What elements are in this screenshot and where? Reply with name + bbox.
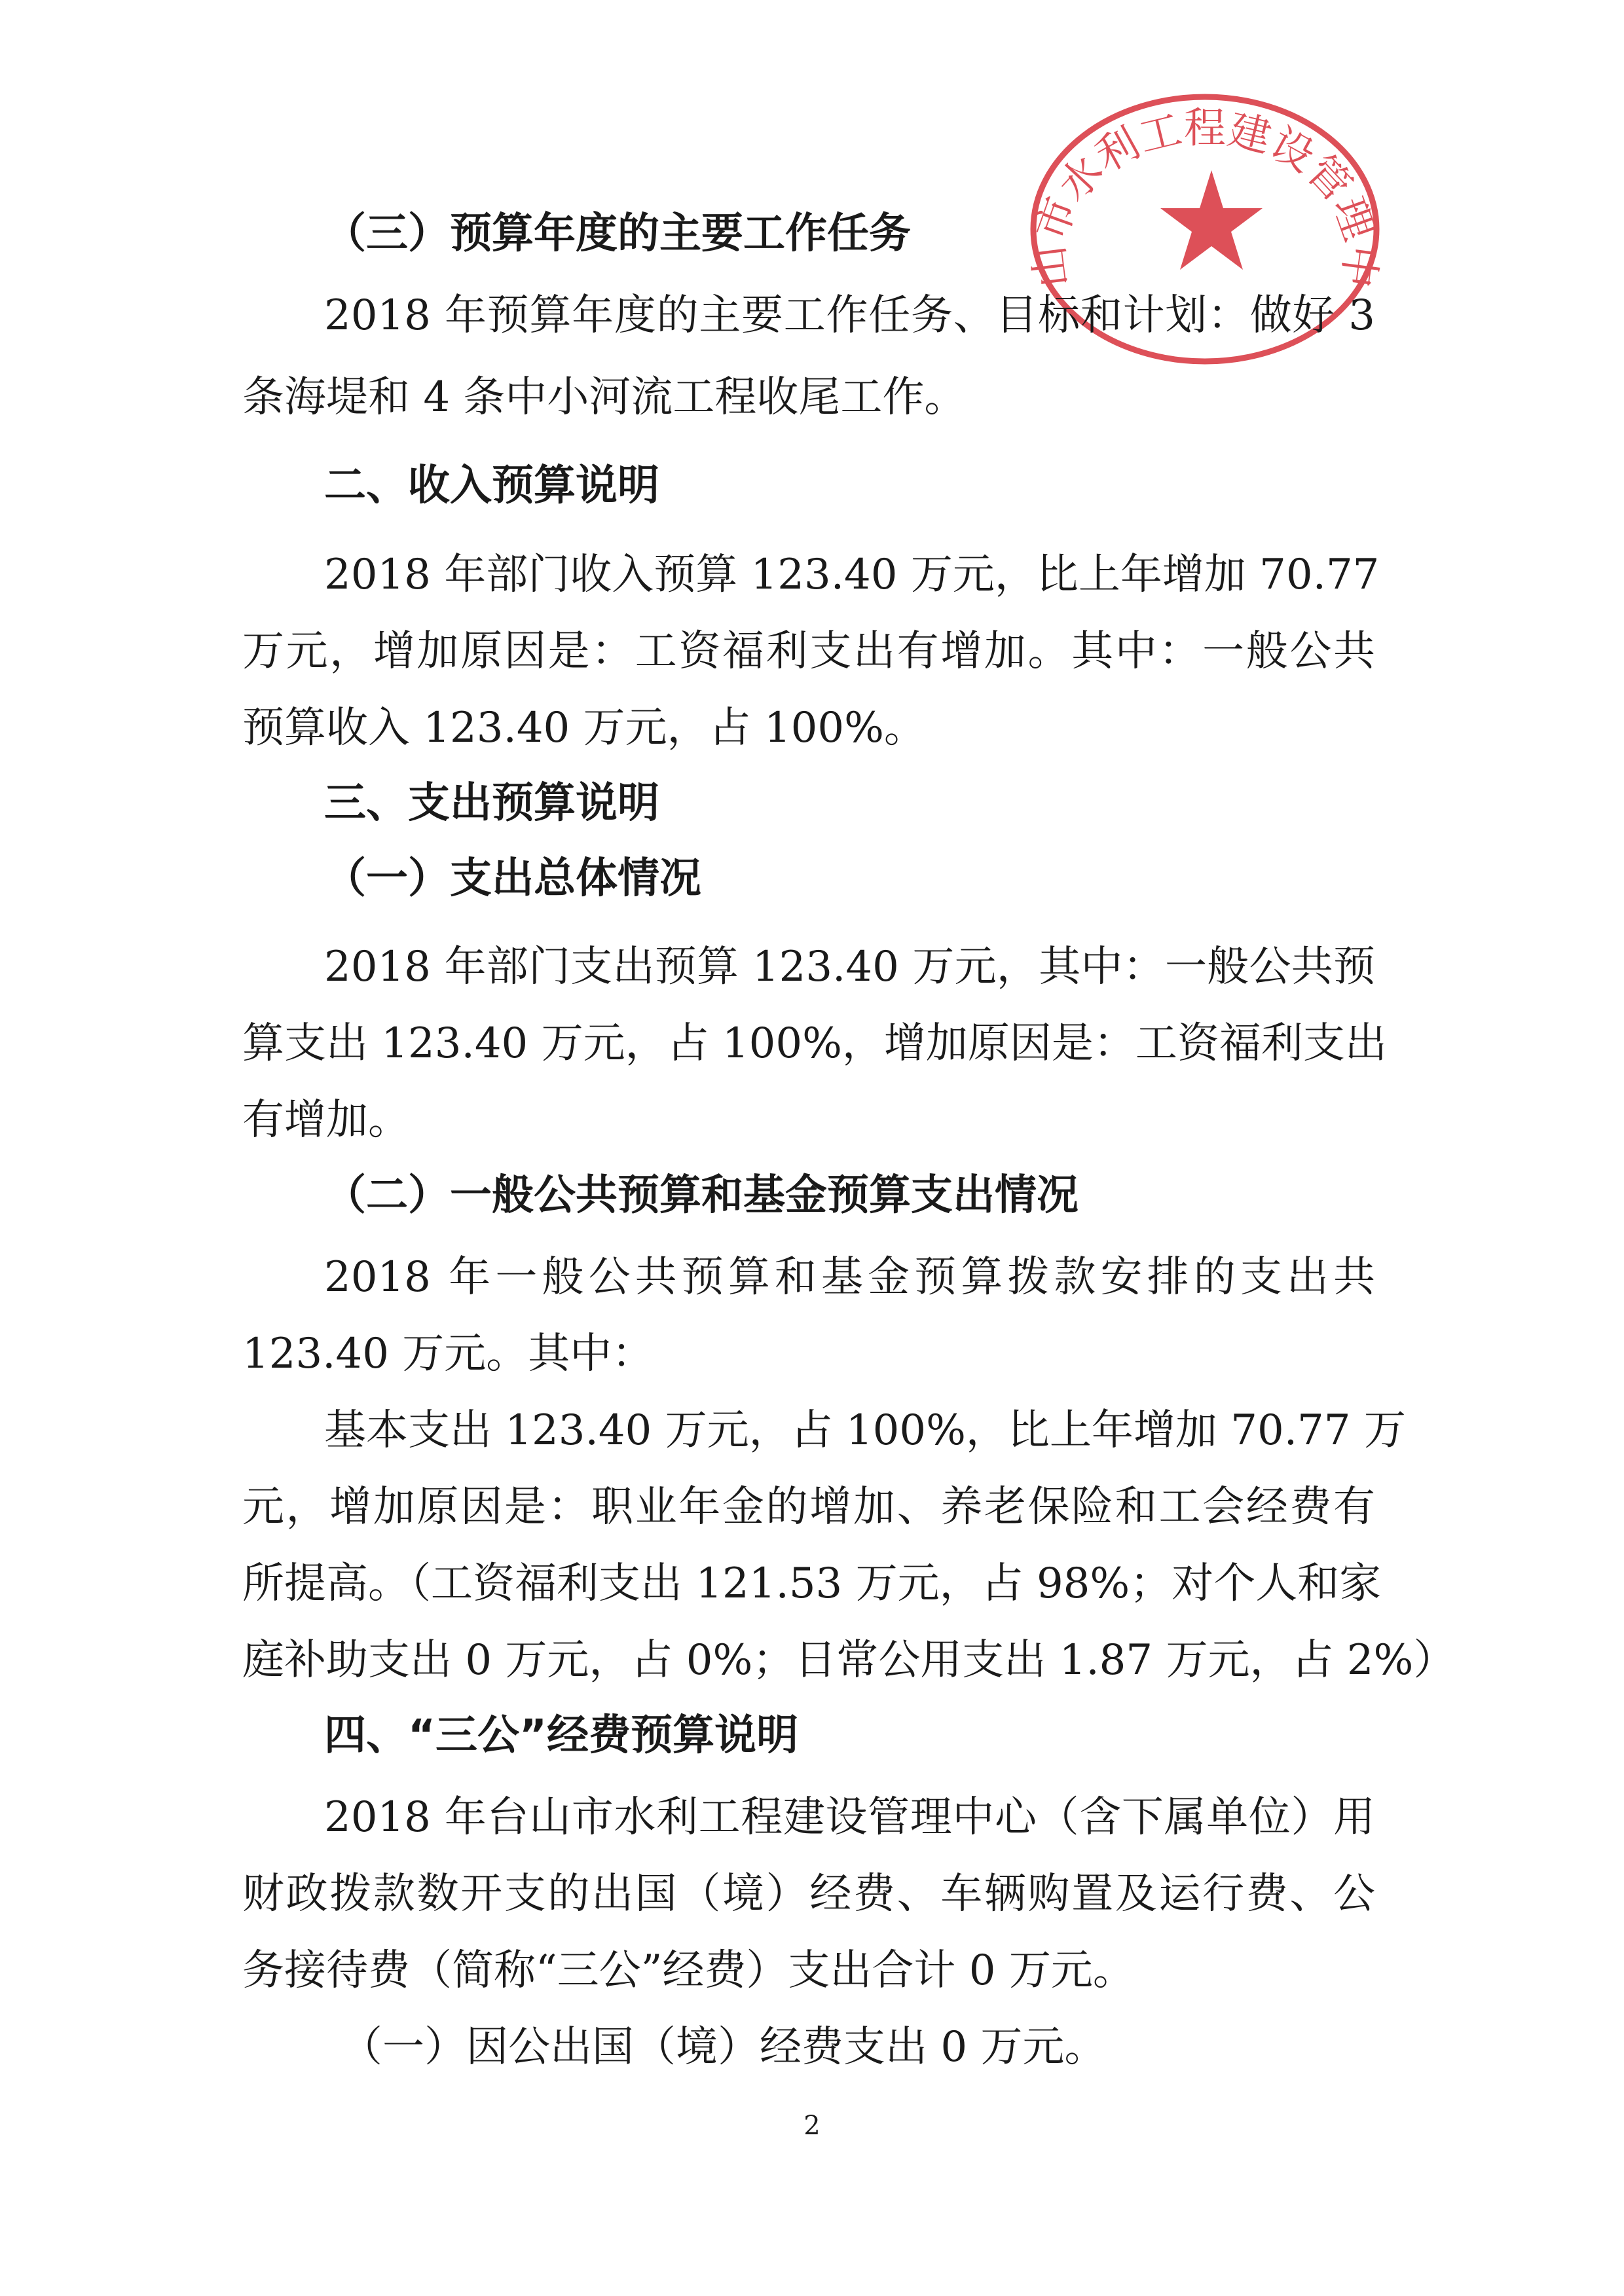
section-heading-3: 三、支出预算说明 <box>324 779 659 828</box>
paragraph-line: 2018 年预算年度的主要工作任务、目标和计划：做好 3 <box>324 291 1375 340</box>
paragraph-line: 万元，增加原因是：工资福利支出有增加。其中：一般公共 <box>242 627 1375 676</box>
subsection-heading-2: （二）一般公共预算和基金预算支出情况 <box>324 1171 1079 1220</box>
paragraph-line: 2018 年部门支出预算 123.40 万元，其中：一般公共预 <box>324 943 1375 991</box>
section-heading-3-3: （三）预算年度的主要工作任务 <box>324 210 911 258</box>
subsection-heading-1: （一）支出总体情况 <box>324 854 701 903</box>
section-heading-2: 二、收入预算说明 <box>324 462 659 510</box>
paragraph-line: 2018 年部门收入预算 123.40 万元，比上年增加 70.77 <box>324 551 1380 599</box>
page-number: 2 <box>803 2111 821 2141</box>
paragraph-line: 所提高。（工资福利支出 121.53 万元，占 98%；对个人和家 <box>242 1559 1382 1608</box>
paragraph-line: 庭补助支出 0 万元，占 0%；日常公用支出 1.87 万元，占 2%） <box>242 1636 1456 1685</box>
paragraph-line: 2018 年台山市水利工程建设管理中心（含下属单位）用 <box>324 1793 1375 1842</box>
paragraph-line: 算支出 123.40 万元，占 100%，增加原因是：工资福利支出 <box>242 1019 1387 1068</box>
paragraph-line: 基本支出 123.40 万元，占 100%，比上年增加 70.77 万 <box>324 1406 1406 1455</box>
paragraph-line: 务接待费（简称“三公”经费）支出合计 0 万元。 <box>242 1946 1135 1995</box>
paragraph-line: 预算收入 123.40 万元，占 100%。 <box>242 704 926 752</box>
section-heading-4: 四、“三公”经费预算说明 <box>324 1711 799 1760</box>
paragraph-line: 财政拨款数开支的出国（境）经费、车辆购置及运行费、公 <box>242 1870 1375 1918</box>
paragraph-line: 2018 年一般公共预算和基金预算拨款安排的支出共 <box>324 1253 1375 1302</box>
paragraph-line: 元，增加原因是：职业年金的增加、养老保险和工会经费有 <box>242 1483 1375 1531</box>
paragraph-line: 条海堤和 4 条中小河流工程收尾工作。 <box>242 373 967 422</box>
paragraph-line: 有增加。 <box>242 1096 410 1144</box>
paragraph-line: 123.40 万元。其中： <box>242 1330 654 1378</box>
paragraph-line: （一）因公出国（境）经费支出 0 万元。 <box>341 2023 1107 2071</box>
svg-text:台山市水利工程建设管理中心: 山市水利工程建设管理中 <box>1024 104 1386 291</box>
